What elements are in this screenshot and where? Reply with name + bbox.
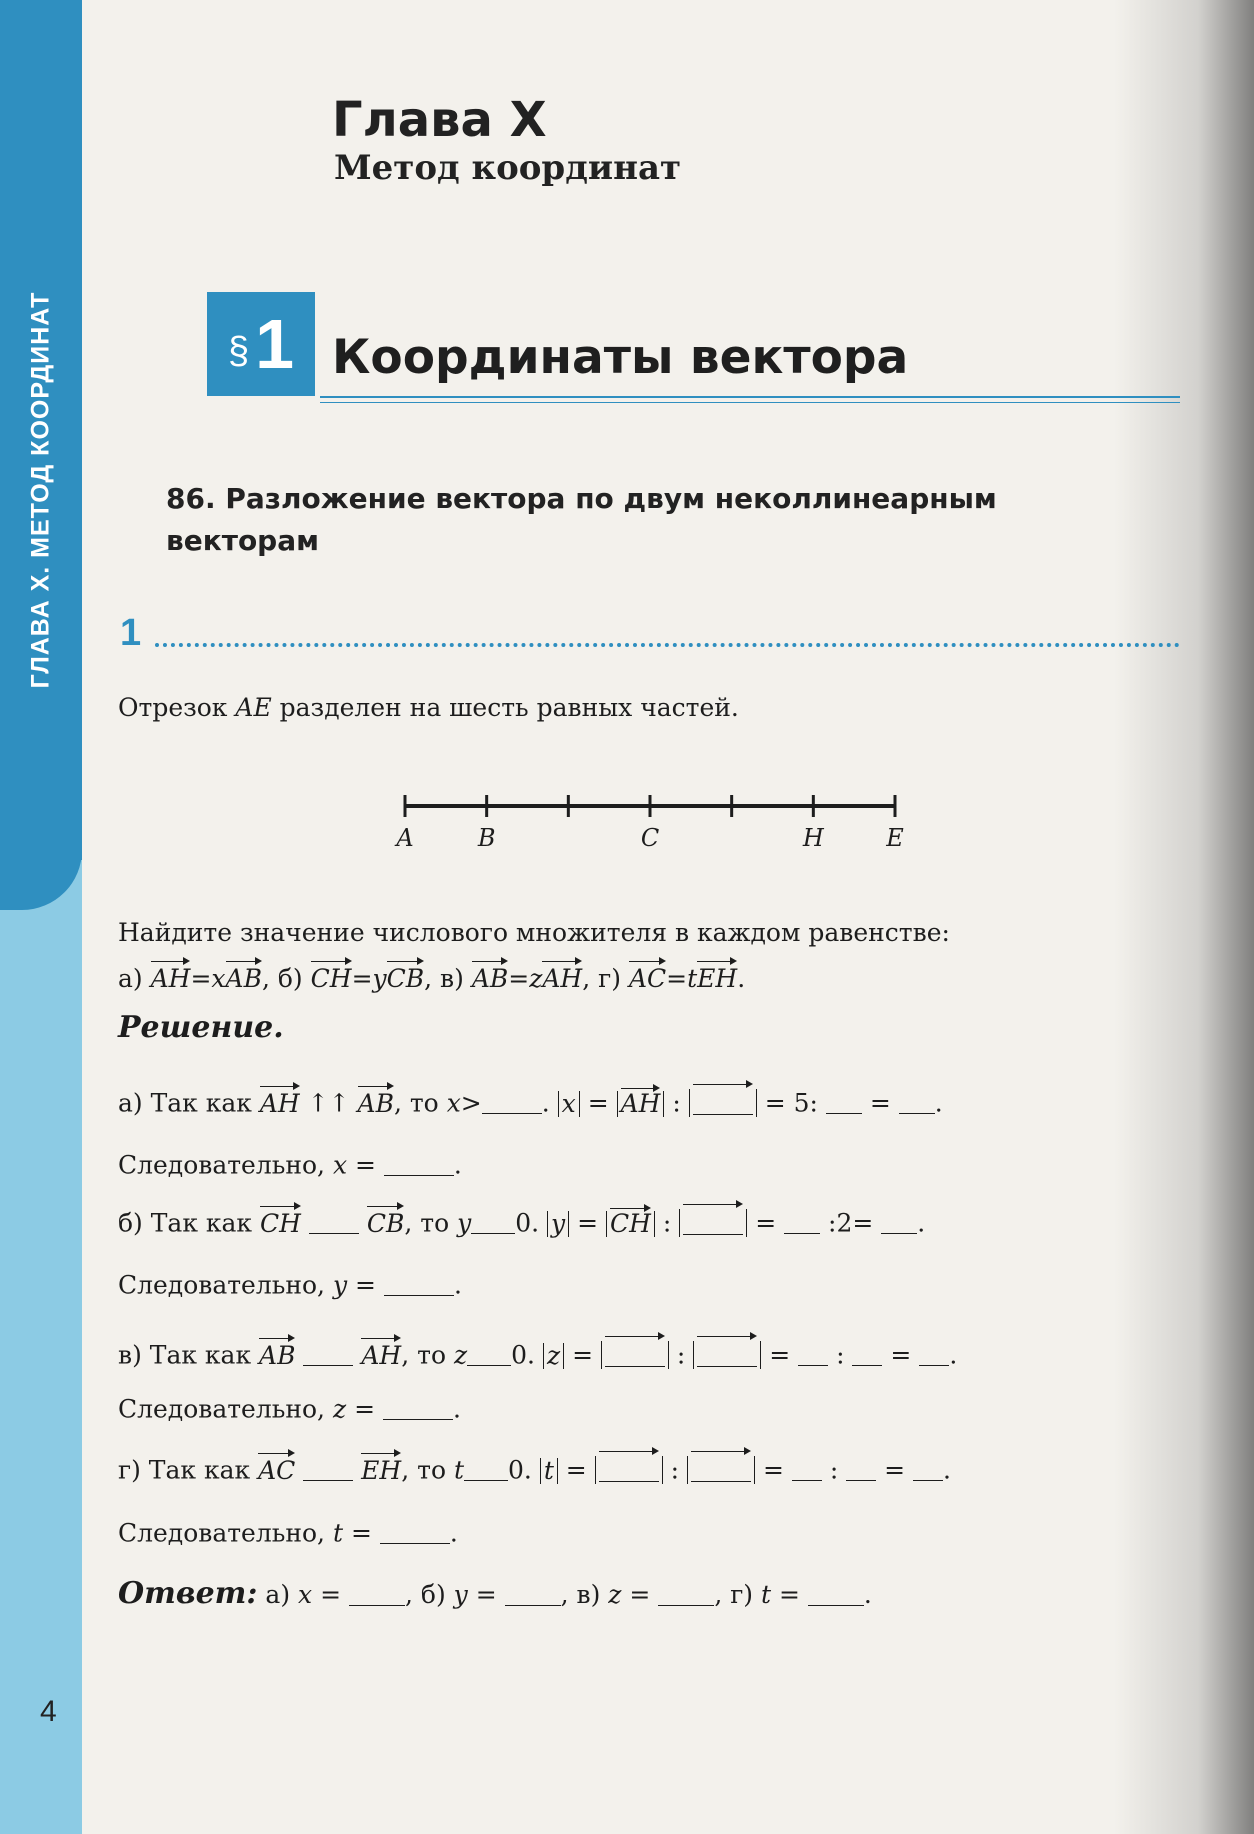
segment-point-label: C xyxy=(640,824,660,852)
blank-input[interactable] xyxy=(658,1580,714,1606)
section-rule-thin xyxy=(320,402,1180,403)
blank-input[interactable] xyxy=(798,1340,828,1366)
task-statement-var: AE xyxy=(235,693,272,722)
page-edge-shadow xyxy=(1114,0,1254,1834)
solution-b-conclusion: Следовательно, y = . xyxy=(118,1270,462,1300)
section-rule xyxy=(320,396,1180,398)
blank-input[interactable] xyxy=(826,1088,862,1114)
blank-input[interactable] xyxy=(881,1208,917,1234)
blank-vector-input[interactable] xyxy=(691,1456,751,1482)
solution-c-line: в) Так как AB AH, то z 0. z = : = : = . xyxy=(118,1340,958,1370)
section-badge xyxy=(207,292,315,396)
blank-input[interactable] xyxy=(899,1088,935,1114)
answer-x-input[interactable] xyxy=(384,1150,454,1176)
segment-point-label: H xyxy=(802,824,824,852)
segment-point-label: B xyxy=(477,824,496,852)
solution-label: Решение. xyxy=(118,1010,284,1045)
blank-vector-input[interactable] xyxy=(599,1456,659,1482)
blank-input[interactable] xyxy=(349,1580,405,1606)
task-equations: а) AH=xAB, б) CH=yCB, в) AB=zAH, г) AC=tEH. xyxy=(118,964,746,993)
solution-b-line: б) Так как CH CB, то y 0. y = CH : = :2= . xyxy=(118,1208,926,1238)
section-title: Координаты вектора xyxy=(332,330,909,385)
blank-input[interactable] xyxy=(808,1580,864,1606)
blank-input[interactable] xyxy=(471,1208,515,1234)
page-number: 4 xyxy=(40,1695,57,1728)
subsection-title: 86. Разложение вектора по двум неколлинеарным векторам xyxy=(166,482,997,557)
blank-input[interactable] xyxy=(784,1208,820,1234)
task-number: 1 xyxy=(120,612,142,654)
blank-input[interactable] xyxy=(919,1340,949,1366)
answer-z-input[interactable] xyxy=(383,1394,453,1420)
blank-input[interactable] xyxy=(505,1580,561,1606)
task-statement-suffix: разделен на шесть равных частей. xyxy=(271,693,739,722)
segment-point-label: A xyxy=(396,824,414,852)
blank-input[interactable] xyxy=(303,1455,353,1481)
blank-input[interactable] xyxy=(913,1455,943,1481)
sidebar-band-lower xyxy=(0,860,82,1834)
solution-d-line: г) Так как AC EH, то t 0. t = : = : = . xyxy=(118,1455,951,1485)
blank-vector-input[interactable] xyxy=(683,1209,743,1235)
blank-vector-input[interactable] xyxy=(605,1341,665,1367)
task-question: Найдите значение числового множителя в каждом равенстве: xyxy=(118,918,950,947)
task-divider xyxy=(155,643,1180,647)
segment-diagram xyxy=(380,786,920,856)
task-statement xyxy=(118,693,739,722)
answer-label: Ответ: xyxy=(118,1576,258,1611)
section-sign: § xyxy=(227,329,250,372)
answer-t-input[interactable] xyxy=(380,1518,450,1544)
blank-input[interactable] xyxy=(464,1455,508,1481)
blank-input[interactable] xyxy=(467,1340,511,1366)
blank-input[interactable] xyxy=(846,1455,876,1481)
solution-a-line: а) Так как AH ↑↑ AB, то x> . x = AH : = 5: = . xyxy=(118,1088,943,1118)
task-statement-prefix: Отрезок xyxy=(118,693,236,722)
answer-y-input[interactable] xyxy=(384,1270,454,1296)
blank-input[interactable] xyxy=(482,1088,542,1114)
segment-point-label: E xyxy=(886,824,904,852)
solution-c-conclusion: Следовательно, z = . xyxy=(118,1394,461,1424)
blank-vector-input[interactable] xyxy=(697,1341,757,1367)
chapter-subtitle: Метод координат xyxy=(334,148,682,188)
blank-vector-input[interactable] xyxy=(693,1089,753,1115)
solution-a-conclusion: Следовательно, x = . xyxy=(118,1150,462,1180)
sidebar-chapter-label: ГЛАВА X. МЕТОД КООРДИНАТ xyxy=(26,291,55,689)
chapter-title: Глава X xyxy=(332,92,547,148)
blank-input[interactable] xyxy=(792,1455,822,1481)
blank-input[interactable] xyxy=(309,1208,359,1234)
answer-line: Ответ: а) x = , б) y = , в) z = , г) t = . xyxy=(118,1576,872,1611)
blank-input[interactable] xyxy=(852,1340,882,1366)
blank-input[interactable] xyxy=(303,1340,353,1366)
solution-d-conclusion: Следовательно, t = . xyxy=(118,1518,458,1548)
section-number: 1 xyxy=(255,305,295,383)
